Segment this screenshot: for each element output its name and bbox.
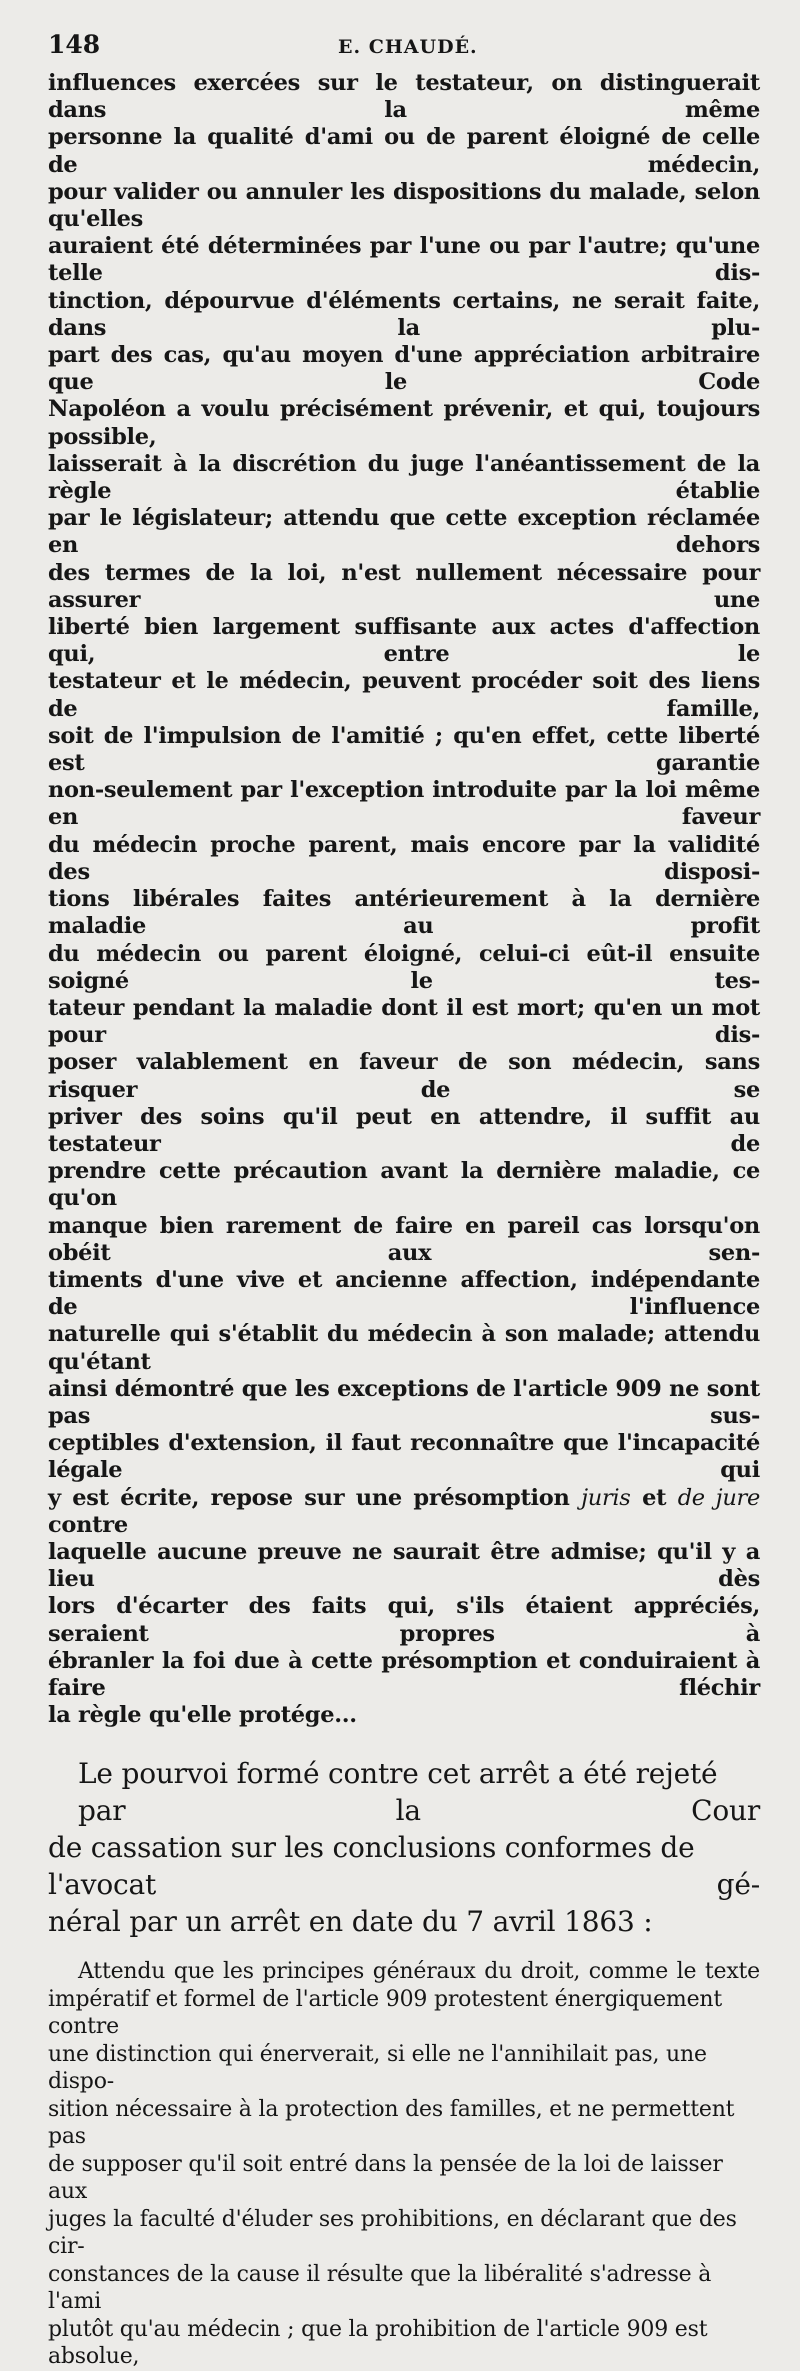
text-line: timents d'une vive et ancienne affection, indépendante de l'influence [48,1266,760,1321]
running-head: E. CHAUDÉ. [338,36,478,58]
page-header [48,30,760,70]
cassation-arret-paragraph [48,1958,760,2371]
text-line: ceptibles d'extension, il faut reconnaître que l'incapacité légale qui [48,1430,760,1484]
text-line: non-seulement par l'exception introduite par la loi même en faveur [48,777,760,831]
text-line: laisserait à la discrétion du juge l'anéantissement de la règle établie [48,450,760,505]
text-fragment: et [630,1484,678,1511]
text-line: par le législateur; attendu que cette exception réclamée en dehors [48,505,760,559]
text-line: lors d'écarter des faits qui, s'ils étaient appréciés, seraient propres à [48,1593,760,1647]
text-line: ébranler la foi due à cette présomption et conduiraient à faire fléchir [48,1647,760,1701]
text-line: de cassation sur les conclusions conformes de l'avocat gé- [48,1831,760,1902]
text-fragment: y est écrite, repose sur une présomption [48,1484,582,1511]
text-line: Le pourvoi formé contre cet arrêt a été rejeté par la Cour [78,1757,760,1828]
text-line: pour valider ou annuler les dispositions du malade, selon qu'elles [48,178,760,233]
text-line: naturelle qui s'établit du médecin à son malade; attendu qu'étant [48,1321,760,1375]
text-line: influences exercées sur le testateur, on distinguerait dans la même [48,70,760,124]
latin-term-juris: juris [581,1484,631,1511]
text-line: sition nécessaire à la protection des familles, et ne permettent pas [48,2096,735,2150]
text-line: soit de l'impulsion de l'amitié ; qu'en effet, cette liberté est garantie [48,722,760,777]
text-line: la règle qu'elle protége... [48,1702,357,1729]
text-line: ainsi démontré que les exceptions de l'article 909 ne sont pas sus- [48,1375,760,1429]
text-line: personne la qualité d'ami ou de parent éloigné de celle de médecin, [48,124,760,178]
text-line: tions libérales faites antérieurement à la dernière maladie au profit [48,886,760,940]
page-number: 148 [48,30,101,59]
latin-term-de-jure: de jure [677,1484,760,1511]
text-line: une distinction qui énerverait, si elle ne l'annihilait pas, une dispo- [48,2041,707,2095]
text-line: poser valablement en faveur de son médecin, sans risquer de se [48,1049,760,1103]
text-line: des termes de la loi, n'est nullement nécessaire pour assurer une [48,559,760,613]
text-line: plutôt qu'au médecin ; que la prohibition de l'article 909 est absolue, [48,2316,708,2370]
text-line: du médecin proche parent, mais encore par la validité des disposi- [48,831,760,885]
text-line: manque bien rarement de faire en pareil cas lorsqu'on obéit aux sen- [48,1212,760,1266]
text-line: juges la faculté d'éluder ses prohibitions, en déclarant que des cir- [48,2206,737,2260]
text-line: part des cas, qu'au moyen d'une appréciation arbitraire que le Code [48,342,760,396]
text-line: liberté bien largement suffisante aux actes d'affection qui, entre le [48,614,760,668]
text-line: testateur et le médecin, peuvent procéder soit des liens de famille, [48,668,760,722]
text-line: impératif et formel de l'article 909 protestent énergiquement contre [48,1986,723,2040]
quoted-judgment-paragraph [48,70,760,1729]
text-line: priver des soins qu'il peut en attendre, il suffit au testateur de [48,1103,760,1157]
text-line: de supposer qu'il soit entré dans la pensée de la loi de laisser aux [48,2151,723,2205]
text-line: tinction, dépourvue d'éléments certains, ne serait faite, dans la plu- [48,287,760,341]
text-line: Attendu que les principes généraux du droit, comme le texte [78,1959,760,1985]
text-line: prendre cette précaution avant la dernière maladie, ce qu'on [48,1158,760,1212]
text-line: tateur pendant la maladie dont il est mort; qu'en un mot pour dis- [48,994,760,1049]
text-line: néral par un arrêt en date du 7 avril 1863 : [48,1905,653,1939]
text-line: laquelle aucune preuve ne saurait être admise; qu'il y a lieu dès [48,1538,760,1593]
pourvoi-paragraph [48,1755,760,1940]
text-line: constances de la cause il résulte que la libéralité s'adresse à l'ami [48,2261,712,2315]
text-line-with-latin [48,1485,760,1539]
text-line: Napoléon a voulu précisément prévenir, et qui, toujours possible, [48,396,760,450]
text-line: du médecin ou parent éloigné, celui-ci eût-il ensuite soigné le tes- [48,940,760,994]
text-line: auraient été déterminées par l'une ou par l'autre; qu'une telle dis- [48,233,760,287]
text-fragment: contre [48,1511,128,1538]
